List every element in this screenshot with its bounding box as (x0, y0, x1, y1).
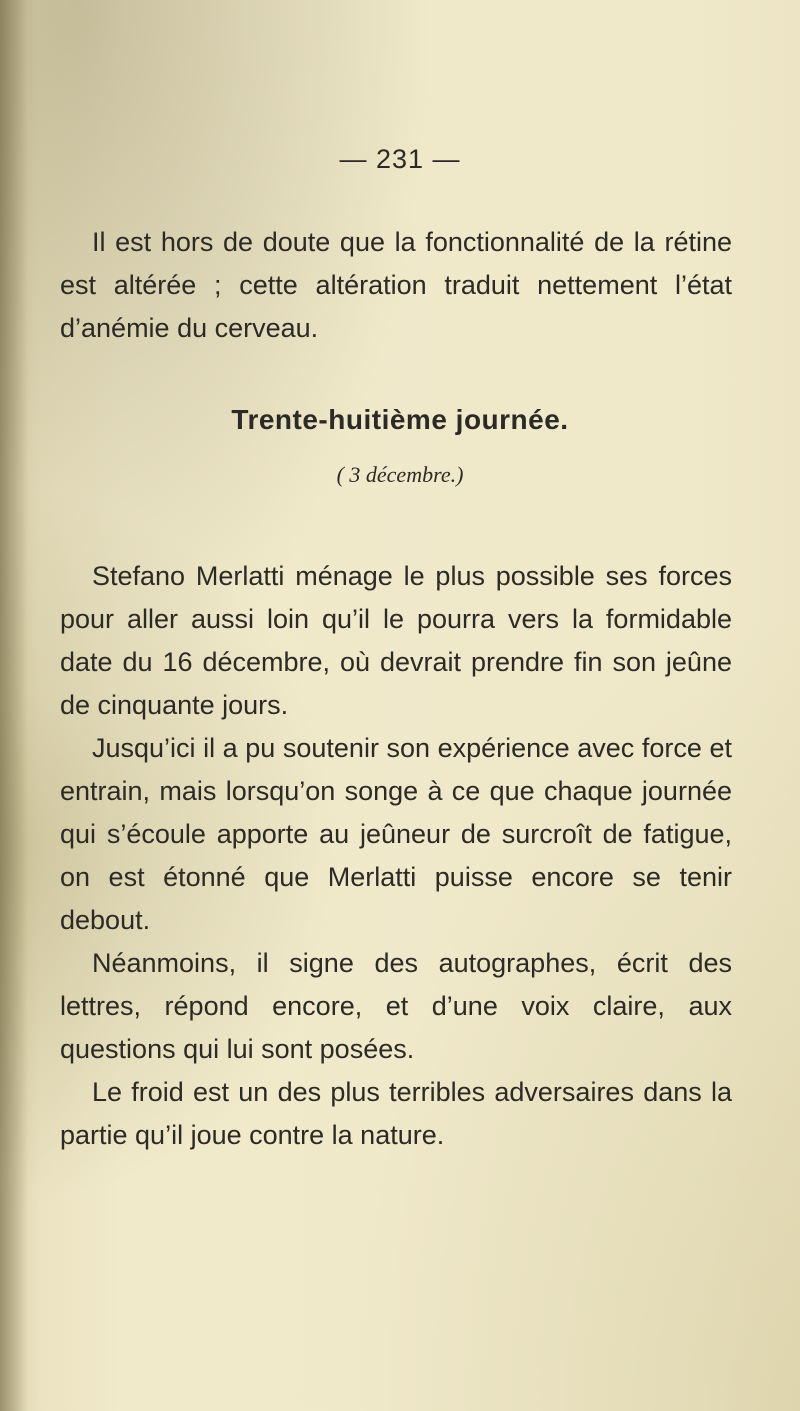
binding-shadow (0, 0, 28, 1411)
page-number: — 231 — (339, 144, 461, 174)
section-heading: Trente-huitième journée. (231, 404, 569, 435)
paragraph-4: Néanmoins, il signe des autographes, écrit des lettres, répond encore, et d’une voix claire, aux questions qui lui sont posées. (60, 948, 732, 1064)
paragraph-1: Il est hors de doute que la fonctionnalité de la rétine est altérée ; cette altération traduit nettement l’état d’anémie du cerveau. (60, 227, 732, 343)
section-date: ( 3 décembre.) (336, 462, 464, 487)
paragraph-2: Stefano Merlatti ménage le plus possible ses forces pour aller aussi loin qu’il le pourra vers la formidable date du 16 décembre, où devrait prendre fin son jeûne de cinquante jours. (60, 561, 732, 720)
paragraph-5: Le froid est un des plus terribles adversaires dans la partie qu’il joue contre la nature. (60, 1077, 732, 1150)
paragraph-3: Jusqu’ici il a pu soutenir son expérience avec force et entrain, mais lorsqu’on songe à ce que chaque journée qui s’écoule apporte au jeûneur de surcroît de fatigue, on est étonné que Merlatti puisse encore se tenir debout. (60, 733, 732, 935)
